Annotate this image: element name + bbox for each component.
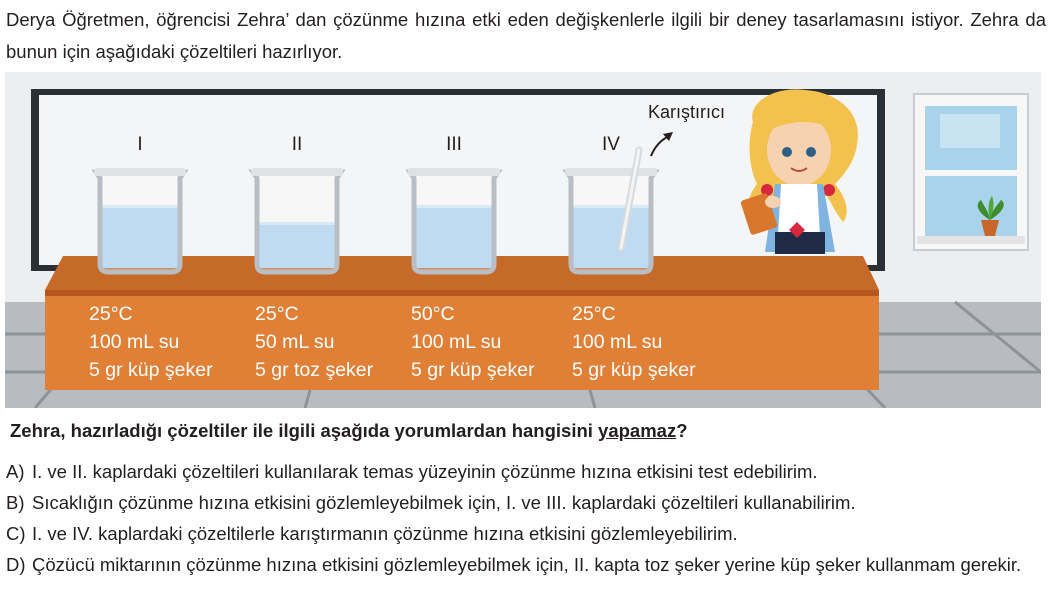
beaker-numeral: III [446,134,462,155]
beaker-numeral: I [137,134,143,155]
solution-sugar: 5 gr küp şeker [411,359,535,381]
question-prefix: Zehra, hazırladığı çözeltiler ile ilgili aşağıda yorumlardan hangisini [10,420,599,441]
experiment-illustration [5,72,1041,408]
answer-options [6,456,1044,580]
question-emphasis: yapamaz [598,420,677,441]
option-key: D) [6,554,26,575]
solution-info-3 [411,300,535,384]
solution-info-4 [572,300,696,384]
option-c[interactable] [6,518,1044,549]
beaker-numeral: IV [602,134,620,155]
solution-info-1 [89,300,213,384]
beaker-4 [565,168,657,272]
solution-temp: 25°C [89,303,133,325]
option-b[interactable] [6,487,1044,518]
option-a[interactable] [6,456,1044,487]
beaker-1 [94,168,186,272]
option-key: A) [6,461,25,482]
stirrer-arrow-icon [645,124,685,164]
option-text: Sıcaklığın çözünme hızına etkisini gözlemleyebilmek için, I. ve III. kaplardaki çözeltileri kullanabilirim. [32,492,856,513]
solution-temp: 25°C [255,303,299,325]
intro-paragraph: Derya Öğretmen, öğrencisi Zehra’ dan çözünme hızına etki eden değişkenlerle ilgili bir deney tasarlamasını istiyor. Zehra da bunun için aşağıdaki çözeltileri hazırlıyor. [6,9,1046,62]
solution-temp: 50°C [411,303,455,325]
option-d[interactable] [6,549,1044,580]
solution-water: 100 mL su [572,331,663,353]
solution-sugar: 5 gr toz şeker [255,359,374,381]
option-text: I. ve II. kaplardaki çözeltileri kullanılarak temas yüzeyinin çözünme hızına etkisini test edebilirim. [32,461,818,482]
beaker-2 [251,168,343,272]
option-key: B) [6,492,25,513]
option-text: Çözücü miktarının çözünme hızına etkisini gözlemleyebilmek için, II. kapta toz şeker yerine küp şeker kullanmam gerekir. [32,554,1022,575]
solution-sugar: 5 gr küp şeker [572,359,696,381]
solution-water: 100 mL su [411,331,502,353]
solution-temp: 25°C [572,303,616,325]
option-text: I. ve IV. kaplardaki çözeltilerle karıştırmanın çözünme hızına etkisini gözlemleyebilirim. [32,523,738,544]
question-text [10,420,688,442]
solution-info-2 [255,300,373,384]
solution-water: 100 mL su [89,331,180,353]
beaker-3 [408,168,500,272]
window [914,94,1028,250]
question-suffix: ? [676,420,688,441]
option-key: C) [6,523,26,544]
beaker-numeral: II [291,134,303,155]
solution-sugar: 5 gr küp şeker [89,359,213,381]
stirrer-label: Karıştırıcı [648,102,726,122]
solution-water: 50 mL su [255,331,335,353]
